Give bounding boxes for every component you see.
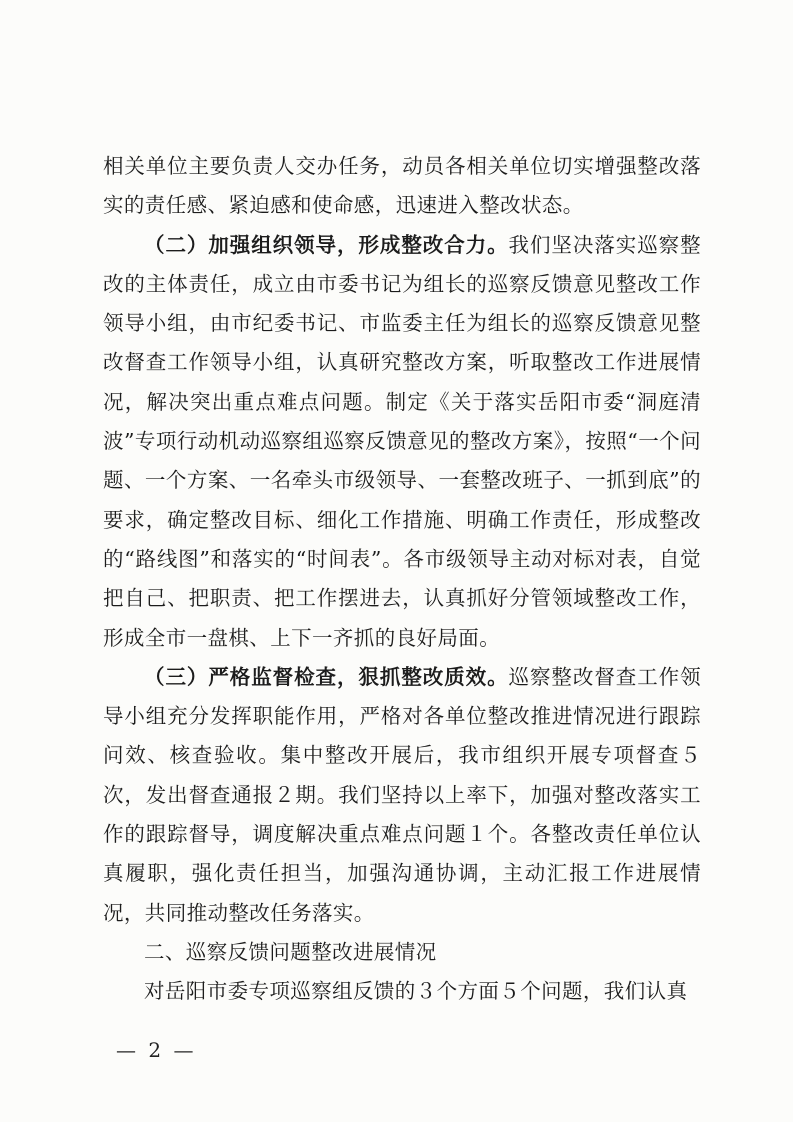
paragraph-final: 对岳阳市委专项巡察组反馈的３个方面５个问题，我们认真: [144, 979, 688, 1004]
paragraph-text: 相关单位主要负责人交办任务，动员各相关单位切实增强整改落实的责任感、紧迫感和使命感，迅速进入整改状态。: [103, 154, 701, 218]
paragraph-lead: （二）加强组织领导，形成整改合力。: [144, 232, 509, 257]
paragraph-lead: （三）严格监督检查，狠抓整改质效。: [144, 664, 509, 689]
section-heading: 二、巡察反馈问题整改进展情况: [144, 939, 437, 964]
paragraph-supervision-inspection: [103, 658, 701, 933]
paragraph-text: 我们坚决落实巡察整改的主体责任，成立由市委书记为组长的巡察反馈意见整改工作领导小组，由市纪委书记、市监委主任为组长的巡察反馈意见整改督查工作领导小组，认真研究整改方案，听取整改工作进展情况，解决突出重点难点问题。制定《关于落实岳阳市委“洞庭清波”专项行动机动巡察组巡察反馈意见的整改方案》，按照“一个问题、一个方案、一名牵头市级领导、一套整改班子、一抓到底”的要求，确定整改目标、细化工作措施、明确工作责任，形成整改的“路线图”和落实的“时间表”。各市级领导主动对标对表，自觉把自己、把职责、把工作摆进去，认真抓好分管领域整改工作，形成全市一盘棋、上下一齐抓的良好局面。: [103, 232, 701, 650]
body-text: [103, 147, 701, 1012]
paragraph-continuation: [103, 147, 701, 226]
paragraph-text: 巡察整改督查工作领导小组充分发挥职能作用，严格对各单位整改推进情况进行跟踪问效、核查验收。集中整改开展后，我市组织开展专项督查５次，发出督查通报２期。我们坚持以上率下，加强对整改落实工作的跟踪督导，调度解决重点难点问题１个。各整改责任单位认真履职，强化责任担当，加强沟通协调，主动汇报工作进展情况，共同推动整改任务落实。: [103, 664, 701, 925]
paragraph-organization-leadership: [103, 226, 701, 658]
page-number: — 2 —: [116, 1038, 197, 1062]
